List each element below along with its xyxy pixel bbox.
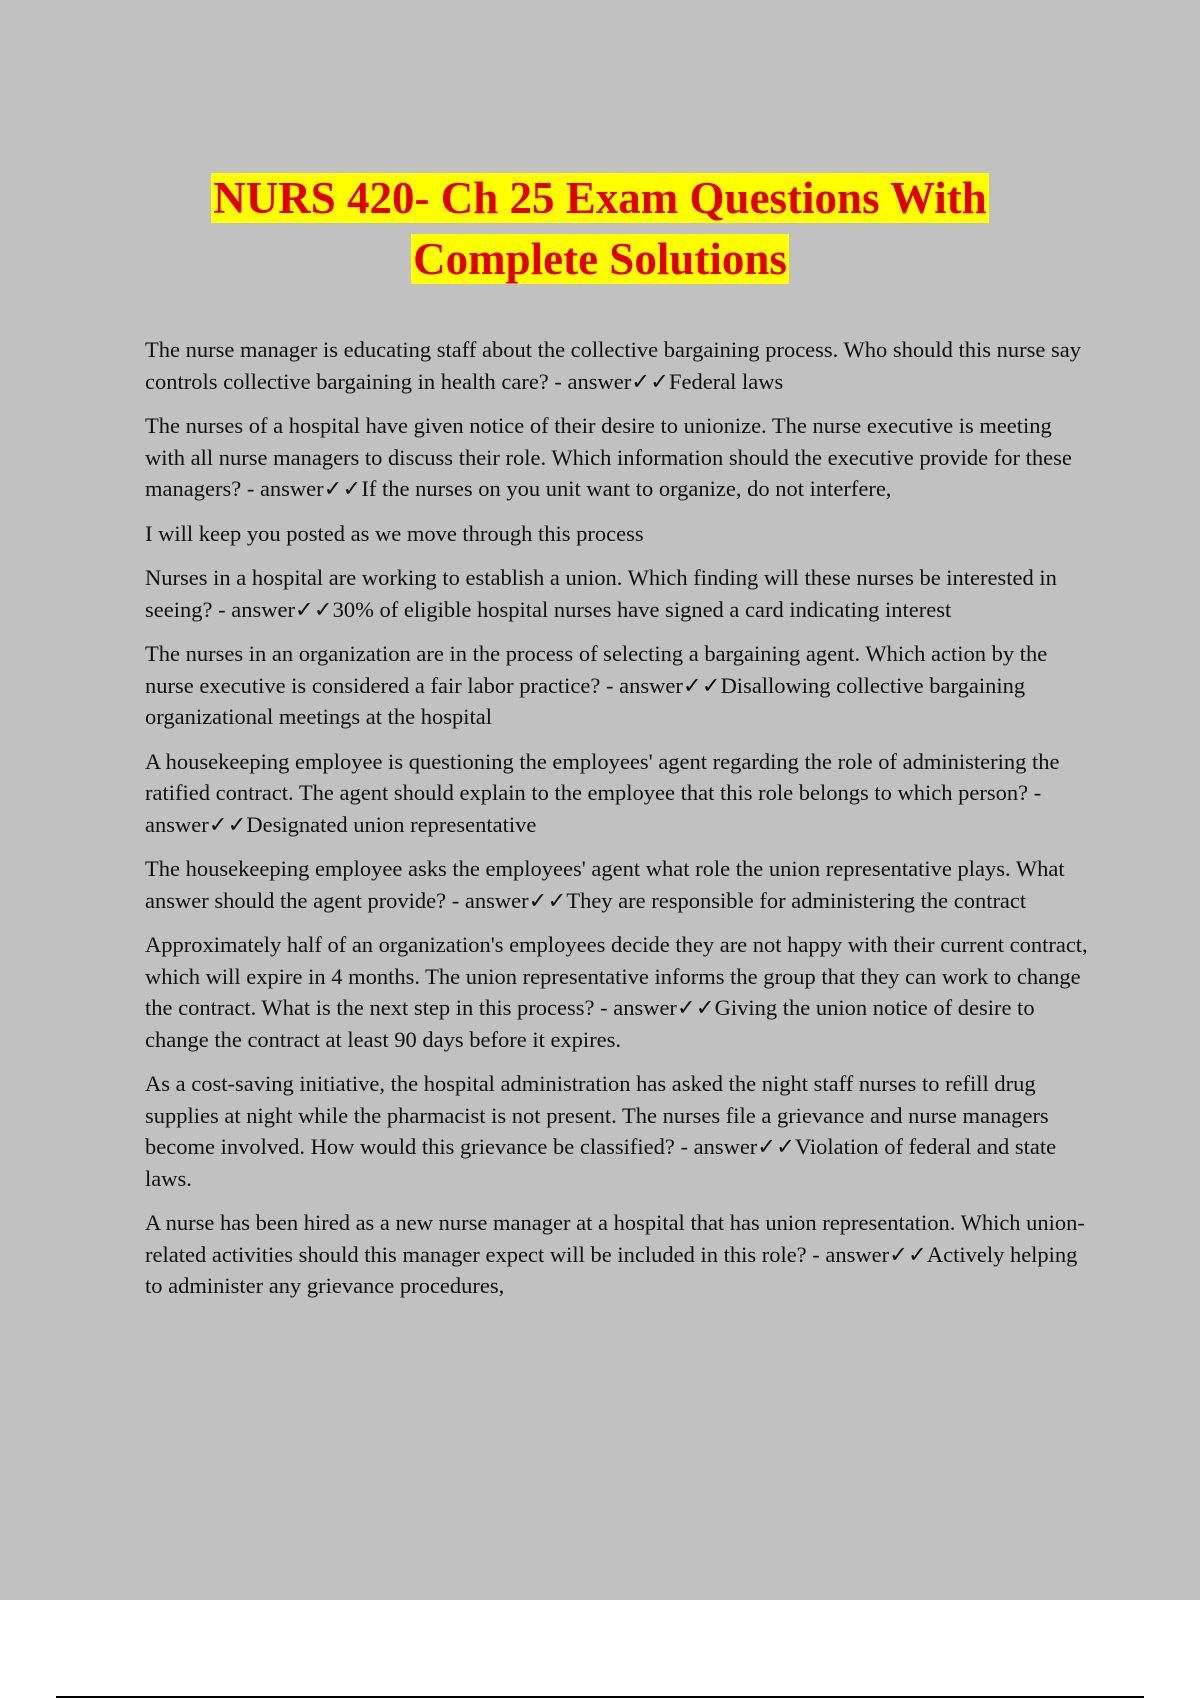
qa-list <box>145 334 1090 1315</box>
footer-divider <box>56 1696 1144 1698</box>
qa-item: A nurse has been hired as a new nurse manager at a hospital that has union representation. Which union-related activities should this manager expect will be included in this role? - answer✓✓Actively helping to administer any grievance procedures, <box>145 1210 1085 1298</box>
qa-item: I will keep you posted as we move through this process <box>145 520 644 546</box>
qa-item: A housekeeping employee is questioning the employees' agent regarding the role of administering the ratified contract. The agent should explain to the employee that this role belongs to which person? - answer✓✓Designated union representative <box>145 748 1060 837</box>
qa-item: The nurse manager is educating staff about the collective bargaining process. Who should this nurse say controls collective bargaining in health care? - answer✓✓Federal laws <box>145 337 1082 394</box>
qa-item: The nurses of a hospital have given notice of their desire to unionize. The nurse executive is meeting with all nurse managers to discuss their role. Which information should the executive provide for these managers? - answer✓✓If the nurses on you unit want to organize, do not interfere, <box>145 413 1072 501</box>
document-title <box>0 168 1200 290</box>
title-line-2: Complete Solutions <box>413 234 787 284</box>
qa-item: As a cost-saving initiative, the hospital administration has asked the night staff nurses to refill drug supplies at night while the pharmacist is not present. The nurses file a grievance and nurse managers become involved. How would this grievance be classified? - answer✓✓Violation of federal and state laws. <box>145 1071 1057 1191</box>
title-line-1: NURS 420- Ch 25 Exam Questions With <box>213 173 987 223</box>
qa-item: The nurses in an organization are in the process of selecting a bargaining agent. Which action by the nurse executive is considered a fair labor practice? - answer✓✓Disallowing collective bargaining organizational meetings at the hospital <box>145 641 1048 729</box>
qa-item: The housekeeping employee asks the employees' agent what role the union representative plays. What answer should the agent provide? - answer✓✓They are responsible for administering the contract <box>145 856 1065 913</box>
qa-item: Nurses in a hospital are working to establish a union. Which finding will these nurses be interested in seeing? - answer✓✓30% of eligible hospital nurses have signed a card indicating interest <box>145 565 1057 622</box>
qa-item: Approximately half of an organization's employees decide they are not happy with their current contract, which will expire in 4 months. The union representative informs the group that they can work to change the contract. What is the next step in this process? - answer✓✓Giving the union notice of desire to change the contract at least 90 days before it expires. <box>145 932 1088 1052</box>
